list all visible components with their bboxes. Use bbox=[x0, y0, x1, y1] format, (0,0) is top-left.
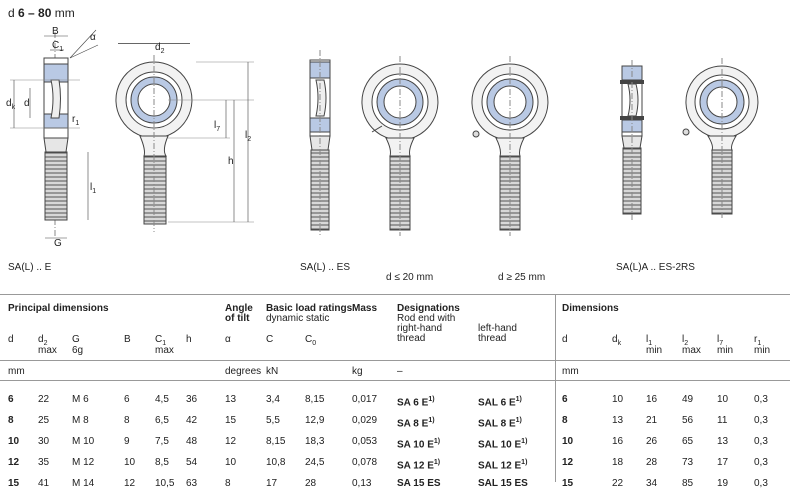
cell-h: 36 bbox=[186, 394, 198, 405]
hdr-load: Basic load ratings bbox=[266, 303, 353, 314]
cell-l2: 65 bbox=[682, 436, 694, 447]
col-l2: $l_2$ bbox=[682, 334, 689, 347]
col-C1: $C_1$ bbox=[155, 334, 167, 347]
cell-dk: 13 bbox=[612, 415, 624, 426]
cell-right: SA 10 $E^{1)}$ bbox=[397, 438, 441, 451]
cell-rd: 8 bbox=[562, 415, 568, 426]
cell-l1: 28 bbox=[646, 457, 658, 468]
cell-l7: 10 bbox=[717, 394, 729, 405]
cell-l2: 85 bbox=[682, 478, 694, 489]
col-alpha: α bbox=[225, 334, 231, 345]
cell-dk: 16 bbox=[612, 436, 624, 447]
cell-C: 10,8 bbox=[266, 457, 286, 468]
cell-right: SA 6 $E^{1)}$ bbox=[397, 396, 435, 409]
cell-left: SAL 15 ES bbox=[478, 478, 528, 489]
col-G-note: 6g bbox=[72, 345, 84, 356]
unit-kN: kN bbox=[266, 366, 279, 377]
cell-l2: 49 bbox=[682, 394, 694, 405]
cell-mass: 0,078 bbox=[352, 457, 378, 468]
cell-C1: 8,5 bbox=[155, 457, 169, 468]
cell-rd: 6 bbox=[562, 394, 568, 405]
hdr-lefthand-2: thread bbox=[478, 333, 507, 344]
col-C1-note: max bbox=[155, 345, 174, 356]
figure-caption-3: SA(L)A .. ES-2RS bbox=[616, 262, 695, 273]
cell-C0: 24,5 bbox=[305, 457, 325, 468]
fig3-side-view bbox=[620, 60, 644, 220]
col-rd: d bbox=[562, 334, 568, 345]
col-d2-note: max bbox=[38, 345, 57, 356]
cell-alpha: 8 bbox=[225, 478, 231, 489]
col-C: C bbox=[266, 334, 274, 345]
cell-r1: 0,3 bbox=[754, 436, 768, 447]
cell-C1: 7,5 bbox=[155, 436, 169, 447]
cell-B: 10 bbox=[124, 457, 136, 468]
col-d: d bbox=[8, 334, 14, 345]
cell-right: SA 12 $E^{1)}$ bbox=[397, 459, 441, 472]
cell-G: M 12 bbox=[72, 457, 95, 468]
label-r1: $r_1$ bbox=[72, 114, 80, 127]
cell-C0: 12,9 bbox=[305, 415, 325, 426]
hdr-desig-3: right-hand bbox=[397, 323, 443, 334]
cell-d2: 35 bbox=[38, 457, 50, 468]
cell-l1: 34 bbox=[646, 478, 658, 489]
col-l1: $l_1$ bbox=[646, 334, 653, 347]
cell-rd: 10 bbox=[562, 436, 574, 447]
cell-d: 6 bbox=[8, 394, 14, 405]
cell-r1: 0,3 bbox=[754, 415, 768, 426]
hdr-desig-2: Rod end with bbox=[397, 313, 456, 324]
col-l7: $l_7$ bbox=[717, 334, 724, 347]
cell-left: SAL 8 $E^{1)}$ bbox=[478, 417, 522, 430]
cell-h: 54 bbox=[186, 457, 198, 468]
hdr-designations: Designations bbox=[397, 303, 460, 314]
cell-right: SA 15 ES bbox=[397, 478, 441, 489]
cell-C0: 28 bbox=[305, 478, 317, 489]
cell-d2: 41 bbox=[38, 478, 50, 489]
cell-left: SAL 6 $E^{1)}$ bbox=[478, 396, 522, 409]
unit-degrees: degrees bbox=[225, 366, 262, 377]
header-rule bbox=[0, 360, 790, 361]
label-l7: $l_7$ bbox=[214, 120, 221, 133]
cell-d: 8 bbox=[8, 415, 14, 426]
cell-B: 8 bbox=[124, 415, 130, 426]
col-l7-note: min bbox=[717, 345, 734, 356]
cell-r1: 0,3 bbox=[754, 394, 768, 405]
cell-C: 5,5 bbox=[266, 415, 280, 426]
label-d2: $d_2$ bbox=[155, 42, 165, 55]
cell-dk: 10 bbox=[612, 394, 624, 405]
fig1-front-view bbox=[116, 43, 254, 232]
cell-C: 17 bbox=[266, 478, 278, 489]
hdr-dimensions: Dimensions bbox=[562, 303, 619, 314]
cell-G: M 14 bbox=[72, 478, 95, 489]
label-l2: $l_2$ bbox=[245, 130, 252, 143]
cell-l7: 17 bbox=[717, 457, 729, 468]
fig2-front-view-small bbox=[362, 56, 438, 236]
cell-r1: 0,3 bbox=[754, 478, 768, 489]
cell-l1: 16 bbox=[646, 394, 658, 405]
cell-B: 9 bbox=[124, 436, 130, 447]
col-B: B bbox=[124, 334, 131, 345]
cell-rd: 12 bbox=[562, 457, 574, 468]
figure-condition-1: d ≤ 20 mm bbox=[386, 272, 434, 283]
hdr-desig-4: thread bbox=[397, 333, 426, 344]
unit-mm: mm bbox=[8, 366, 25, 377]
cell-C0: 18,3 bbox=[305, 436, 325, 447]
cell-h: 42 bbox=[186, 415, 198, 426]
cell-C: 3,4 bbox=[266, 394, 280, 405]
cell-G: M 6 bbox=[72, 394, 89, 405]
fig2-front-view-large bbox=[472, 56, 548, 236]
cell-B: 12 bbox=[124, 478, 136, 489]
cell-mass: 0,053 bbox=[352, 436, 378, 447]
table-top-rule bbox=[0, 294, 790, 295]
cell-l2: 56 bbox=[682, 415, 694, 426]
cell-C: 8,15 bbox=[266, 436, 286, 447]
fig2-side-view bbox=[310, 50, 330, 236]
page-title: d 6 – 80 mm bbox=[8, 6, 75, 20]
cell-d2: 25 bbox=[38, 415, 50, 426]
cell-l2: 73 bbox=[682, 457, 694, 468]
cell-mass: 0,017 bbox=[352, 394, 378, 405]
label-h: h bbox=[228, 156, 234, 167]
label-dk: $d_k$ bbox=[6, 98, 16, 111]
fig1-side-view bbox=[10, 30, 98, 238]
label-l1: $l_1$ bbox=[90, 182, 97, 195]
col-r1-note: min bbox=[754, 345, 771, 356]
cell-right: SA 8 $E^{1)}$ bbox=[397, 417, 435, 430]
cell-r1: 0,3 bbox=[754, 457, 768, 468]
cell-G: M 8 bbox=[72, 415, 89, 426]
cell-l1: 26 bbox=[646, 436, 658, 447]
col-d2: $d_2$ bbox=[38, 334, 48, 347]
figure-condition-2: d ≥ 25 mm bbox=[498, 272, 546, 283]
cell-l7: 11 bbox=[717, 415, 728, 426]
cell-alpha: 10 bbox=[225, 457, 237, 468]
col-l2-note: max bbox=[682, 345, 701, 356]
col-G: G bbox=[72, 334, 80, 345]
cell-C0: 8,15 bbox=[305, 394, 325, 405]
hdr-principal: Principal dimensions bbox=[8, 303, 109, 314]
cell-mass: 0,13 bbox=[352, 478, 372, 489]
label-B: B bbox=[52, 26, 59, 37]
cell-l7: 13 bbox=[717, 436, 729, 447]
cell-dk: 22 bbox=[612, 478, 624, 489]
hdr-angle-2: of tilt bbox=[225, 313, 250, 324]
cell-alpha: 13 bbox=[225, 394, 237, 405]
cell-left: SAL 12 $E^{1)}$ bbox=[478, 459, 528, 472]
cell-alpha: 12 bbox=[225, 436, 237, 447]
col-C0: $C_0$ bbox=[305, 334, 317, 347]
col-h: h bbox=[186, 334, 192, 345]
cell-rd: 15 bbox=[562, 478, 574, 489]
cell-l7: 19 bbox=[717, 478, 729, 489]
label-d: d bbox=[24, 98, 30, 109]
cell-alpha: 15 bbox=[225, 415, 237, 426]
cell-l1: 21 bbox=[646, 415, 658, 426]
cell-C1: 10,5 bbox=[155, 478, 175, 489]
hdr-lefthand-1: left-hand bbox=[478, 323, 517, 334]
cell-h: 63 bbox=[186, 478, 198, 489]
unit-kg: kg bbox=[352, 366, 363, 377]
unit-dash: – bbox=[397, 366, 403, 377]
hdr-angle: Angle bbox=[225, 303, 253, 314]
cell-d2: 22 bbox=[38, 394, 50, 405]
cell-B: 6 bbox=[124, 394, 130, 405]
col-dk: $d_k$ bbox=[612, 334, 622, 347]
hdr-load-2: dynamic static bbox=[266, 313, 330, 324]
cell-d2: 30 bbox=[38, 436, 50, 447]
cell-d: 10 bbox=[8, 436, 20, 447]
cell-d: 12 bbox=[8, 457, 20, 468]
cell-dk: 18 bbox=[612, 457, 624, 468]
cell-mass: 0,029 bbox=[352, 415, 378, 426]
fig3-front-view bbox=[683, 58, 758, 220]
col-l1-note: min bbox=[646, 345, 663, 356]
figure-caption-1: SA(L) .. E bbox=[8, 262, 52, 273]
units-rule bbox=[0, 380, 790, 381]
hdr-mass: Mass bbox=[352, 303, 378, 314]
cell-left: SAL 10 $E^{1)}$ bbox=[478, 438, 528, 451]
cell-d: 15 bbox=[8, 478, 20, 489]
cell-h: 48 bbox=[186, 436, 198, 447]
unit-mm-right: mm bbox=[562, 366, 579, 377]
col-r1: $r_1$ bbox=[754, 334, 762, 347]
cell-G: M 10 bbox=[72, 436, 95, 447]
label-alpha: α bbox=[90, 32, 96, 43]
cell-C1: 4,5 bbox=[155, 394, 169, 405]
cell-C1: 6,5 bbox=[155, 415, 169, 426]
figure-caption-2: SA(L) .. ES bbox=[300, 262, 351, 273]
label-C1: $C_1$ bbox=[52, 40, 64, 53]
label-G: G bbox=[54, 238, 62, 249]
table-divider bbox=[555, 294, 556, 482]
